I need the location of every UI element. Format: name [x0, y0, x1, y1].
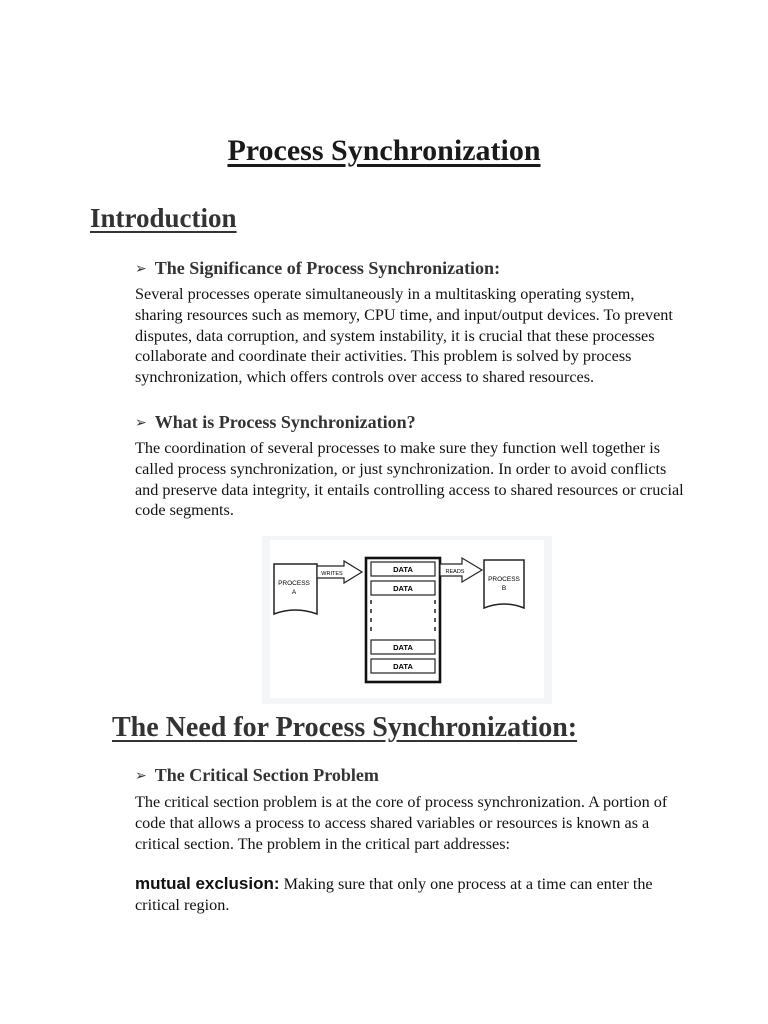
significance-heading: The Significance of Process Synchronization:: [154, 258, 501, 278]
synchronization-diagram: [262, 536, 552, 704]
process-a-label: PROCESS: [278, 580, 310, 587]
significance-paragraph: Several processes operate simultaneously in a multitasking operating system, sharing resources such as memory, CPU time, and input/output devices. To prevent disputes, data corruption, and system instability, it is crucial that these processes collaborate and coordinate their activities. This problem is solved by process synchronization, which offers controls over access to shared resources.: [135, 285, 673, 387]
arrow-bullet-icon: ➢: [135, 260, 147, 277]
bullet-critical-section: [135, 765, 379, 786]
critical-section-heading: The Critical Section Problem: [154, 765, 379, 785]
process-a-letter: A: [291, 589, 297, 596]
critical-section-paragraph: The critical section problem is at the core of process synchronization. A portion of code that allows a process to access shared variables or resources is known as a critical section. The problem in the critical part addresses:: [135, 793, 668, 853]
data-label-2: DATA: [393, 584, 413, 593]
what-is-heading: What is Process Synchronization?: [154, 412, 416, 432]
bullet-significance: [135, 258, 500, 279]
bullet-what-is: [135, 412, 416, 433]
reads-label: READS: [445, 569, 465, 575]
page-title: Process Synchronization: [227, 134, 541, 167]
introduction-heading: Introduction: [90, 203, 237, 233]
mutual-exclusion-text: Making sure that only one process at a time can enter the critical region.: [135, 875, 653, 914]
arrow-bullet-icon: ➢: [135, 414, 147, 431]
data-label-1: DATA: [393, 565, 413, 574]
mutual-exclusion-term: mutual exclusion:: [135, 874, 280, 893]
process-b-label: PROCESS: [488, 576, 520, 583]
data-label-4: DATA: [393, 662, 413, 671]
need-heading: The Need for Process Synchronization:: [112, 712, 578, 743]
process-b-box: [484, 560, 524, 608]
mutual-exclusion-paragraph: [135, 874, 685, 916]
data-label-3: DATA: [393, 643, 413, 652]
process-b-letter: B: [501, 585, 507, 592]
writes-label: WRITES: [321, 571, 343, 577]
arrow-bullet-icon: ➢: [135, 767, 147, 784]
what-is-paragraph: The coordination of several processes to make sure they function well together is called process synchronization, or just synchronization. In order to avoid conflicts and preserve data integrity, it entails controlling access to shared resources or crucial code segments.: [135, 439, 684, 520]
